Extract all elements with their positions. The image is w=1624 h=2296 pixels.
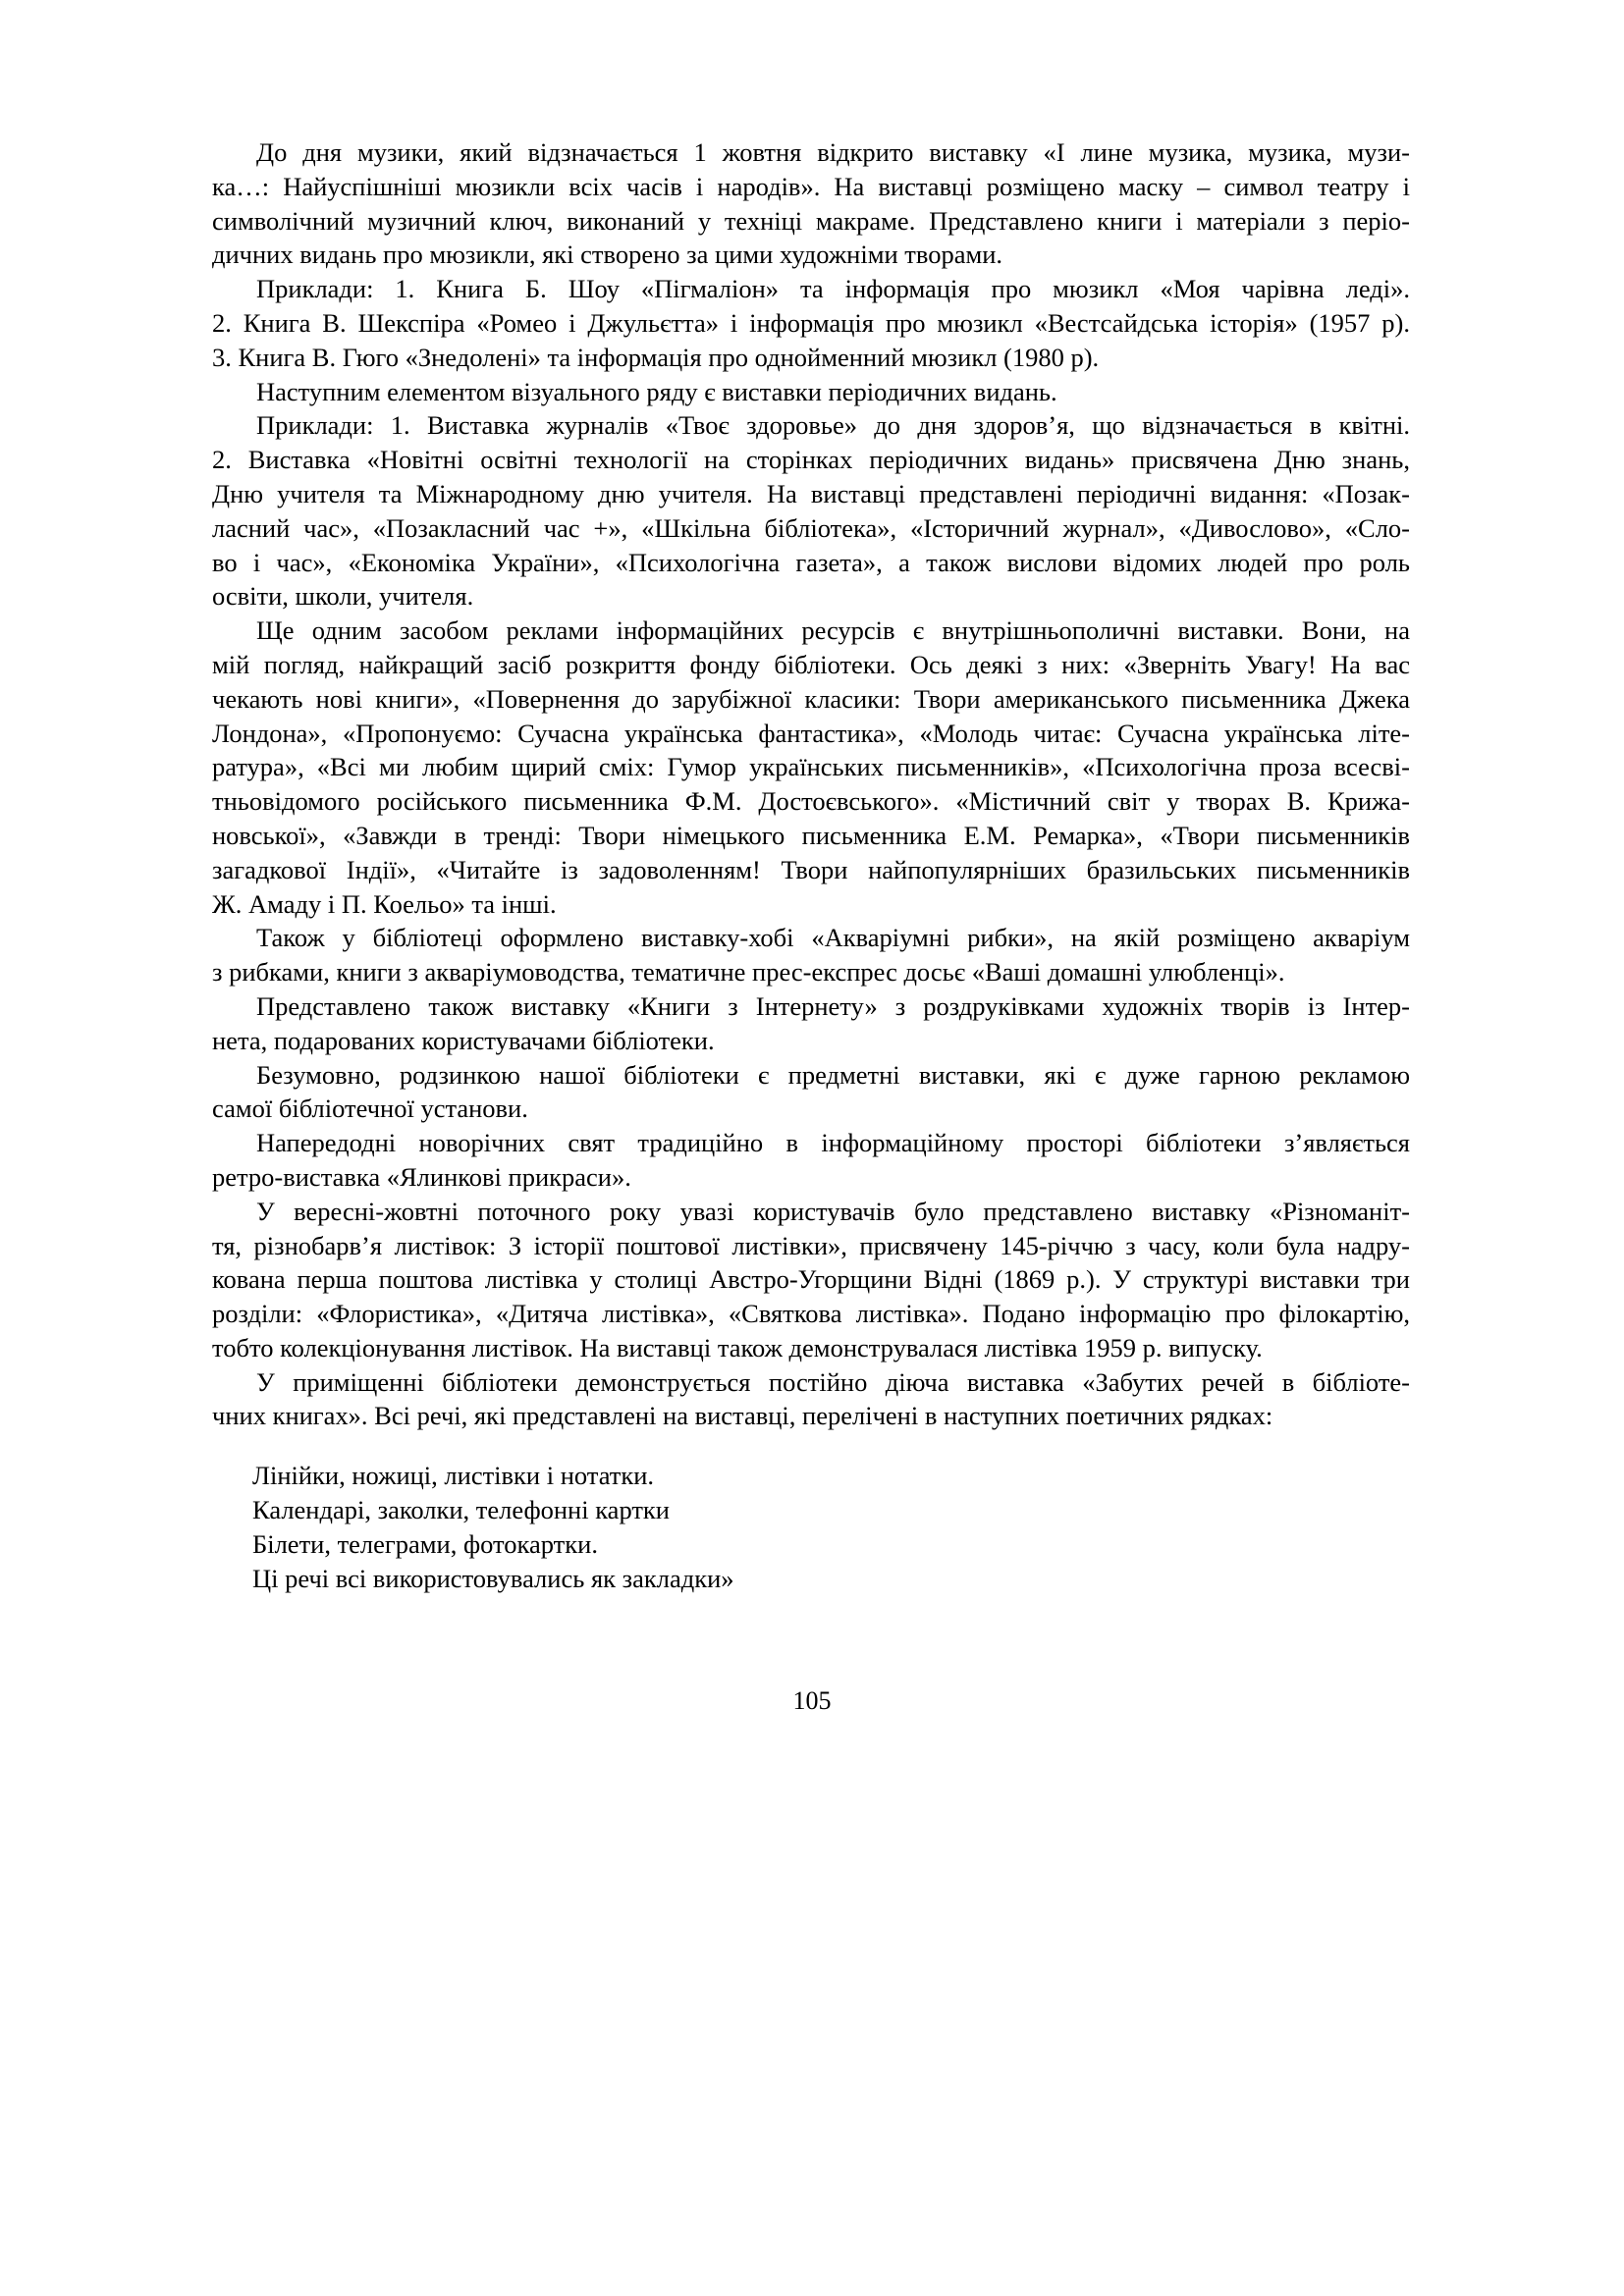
text-line: Представлено також виставку «Книги з Інтернету» з роздруківками художніх творів із Інтер-: [256, 990, 1410, 1021]
text-line: 2. Книга В. Шекспіра «Ромео і Джульєтта» і інформація про мюзикл «Вестсайдська історія» (1957 р).: [212, 307, 1410, 338]
text-line: Дню учителя та Міжнародному дню учителя. На виставці представлені періодичні видання: «Позак-: [212, 478, 1410, 508]
paragraph-aquarium-hobby: [212, 921, 1410, 989]
text-line: Лондона», «Пропонуємо: Сучасна українська фантастика», «Молодь читає: Сучасна українська літе-: [212, 718, 1410, 748]
text-line: мій погляд, найкращий засіб розкриття фонду бібліотеки. Ось деякі з них: «Зверніть Увагу! На вас: [212, 649, 1410, 679]
poem-line: Календарі, заколки, телефонні картки: [252, 1495, 670, 1525]
paragraph-periodicals-examples: [212, 408, 1410, 614]
text-line: До дня музики, який відзначається 1 жовтня відкрито виставку «І лине музика, музика, музи-: [256, 137, 1410, 167]
text-line: ка…: Найуспішніші мюзикли всіх часів і народів». На виставці розміщено маску – символ театру і: [212, 171, 1410, 201]
text-line: освіти, школи, учителя.: [212, 581, 474, 612]
text-line: чекають нові книги», «Повернення до зарубіжної класики: Твори американського письменника Джека: [212, 683, 1410, 714]
text-line: 2. Виставка «Новітні освітні технології на сторінках періодичних видань» присвячена Дню знань,: [212, 445, 1410, 475]
poem-line: Ці речі всі використовувались як закладки»: [252, 1563, 734, 1593]
text-line: дичних видань про мюзикли, які створено за цими художніми творами.: [212, 240, 1003, 270]
poem-line: Лінійки, ножиці, листівки і нотатки.: [252, 1461, 655, 1491]
text-line: символічний музичний ключ, виконаний у техніці макраме. Представлено книги і матеріали з періо-: [212, 205, 1410, 236]
poem-line: Білети, телеграми, фотокартки.: [252, 1528, 598, 1559]
text-line: розділи: «Флористика», «Дитяча листівка», «Святкова листівка». Подано інформацію про філокартію,: [212, 1299, 1410, 1329]
text-line: Також у бібліотеці оформлено виставку-хобі «Акваріумні рибки», на якій розміщено акваріум: [256, 923, 1410, 953]
text-line: 3. Книга В. Гюго «Знедолені» та інформація про однойменний мюзикл (1980 р).: [212, 342, 1100, 372]
paragraph-musical-examples: [212, 272, 1410, 374]
text-line: ласний час», «Позакласний час +», «Шкільна бібліотека», «Історичний журнал», «Дивослово», «Сло-: [212, 512, 1410, 543]
paragraph-shelf-exhibitions: [212, 614, 1410, 921]
text-line: кована перша поштова листівка у столиці Австро-Угорщини Відні (1869 р.). У структурі виставки три: [212, 1264, 1410, 1295]
text-line: Приклади: 1. Книга Б. Шоу «Пігмаліон» та інформація про мюзикл «Моя чарівна леді».: [256, 274, 1410, 304]
text-line: ретро-виставка «Ялинкові прикраси».: [212, 1161, 631, 1192]
text-line: самої бібліотечної установи.: [212, 1094, 528, 1124]
text-line: Ще одним засобом реклами інформаційних ресурсів є внутрішньополичні виставки. Вони, на: [256, 615, 1410, 646]
poem-quote: [212, 1459, 1410, 1595]
paragraph-forgotten-things: [212, 1365, 1410, 1434]
document-body: [212, 135, 1410, 1595]
paragraph-periodicals-intro: [212, 375, 1410, 409]
paragraph-postcards-exhibition: [212, 1195, 1410, 1365]
text-line: У приміщенні бібліотеки демонструється постійно діюча виставка «Забутих речей в бібліоте-: [256, 1366, 1410, 1397]
text-line: тобто колекціонування листівок. На виставці також демонструвалася листівка 1959 р. випуску.: [212, 1332, 1263, 1362]
paragraph-music-day: [212, 135, 1410, 272]
text-line: Ж. Амаду і П. Коельо» та інші.: [212, 888, 557, 919]
text-line: Приклади: 1. Виставка журналів «Твоє здоровье» до дня здоров’я, що відзначається в квітні.: [256, 410, 1410, 441]
paragraph-internet-books: [212, 989, 1410, 1058]
text-line: чних книгах». Всі речі, які представлені на виставці, перелічені в наступних поетичних рядках:: [212, 1401, 1273, 1431]
text-line: новської», «Завжди в тренді: Твори німецького письменника Е.М. Ремарка», «Твори письменників: [212, 820, 1410, 850]
text-line: У вересні-жовтні поточного року увазі користувачів було представлено виставку «Різноманіт-: [256, 1196, 1410, 1226]
text-line: нета, подарованих користувачами бібліотеки.: [212, 1025, 715, 1055]
text-line: Наступним елементом візуального ряду є виставки періодичних видань.: [256, 376, 1057, 406]
text-line: загадкової Індії», «Читайте із задоволенням! Твори найпопулярніших бразильських письменників: [212, 854, 1410, 884]
text-line: во і час», «Економіка України», «Психологічна газета», а також вислови відомих людей про роль: [212, 547, 1410, 577]
text-line: ратура», «Всі ми любим щирий сміх: Гумор українських письменників», «Психологічна проза всесві-: [212, 752, 1410, 782]
page-number: 105: [792, 1686, 832, 1715]
text-line: тньовідомого російського письменника Ф.М. Достоєвського». «Містичний світ у творах В. Крижа-: [212, 786, 1410, 817]
text-line: Безумовно, родзинкою нашої бібліотеки є предметні виставки, які є дуже гарною рекламою: [256, 1059, 1410, 1090]
paragraph-object-exhibitions: [212, 1058, 1410, 1127]
paragraph-retro-exhibition: [212, 1126, 1410, 1195]
text-line: тя, різнобарв’я листівок: З історії поштової листівки», присвячену 145-річчю з часу, коли була надру-: [212, 1230, 1410, 1260]
text-line: Напередодні новорічних свят традиційно в інформаційному просторі бібліотеки з’являється: [256, 1128, 1410, 1158]
text-line: з рибками, книги з акваріумоводства, тематичне прес-експрес досьє «Ваші домашні улюбленці».: [212, 957, 1285, 988]
